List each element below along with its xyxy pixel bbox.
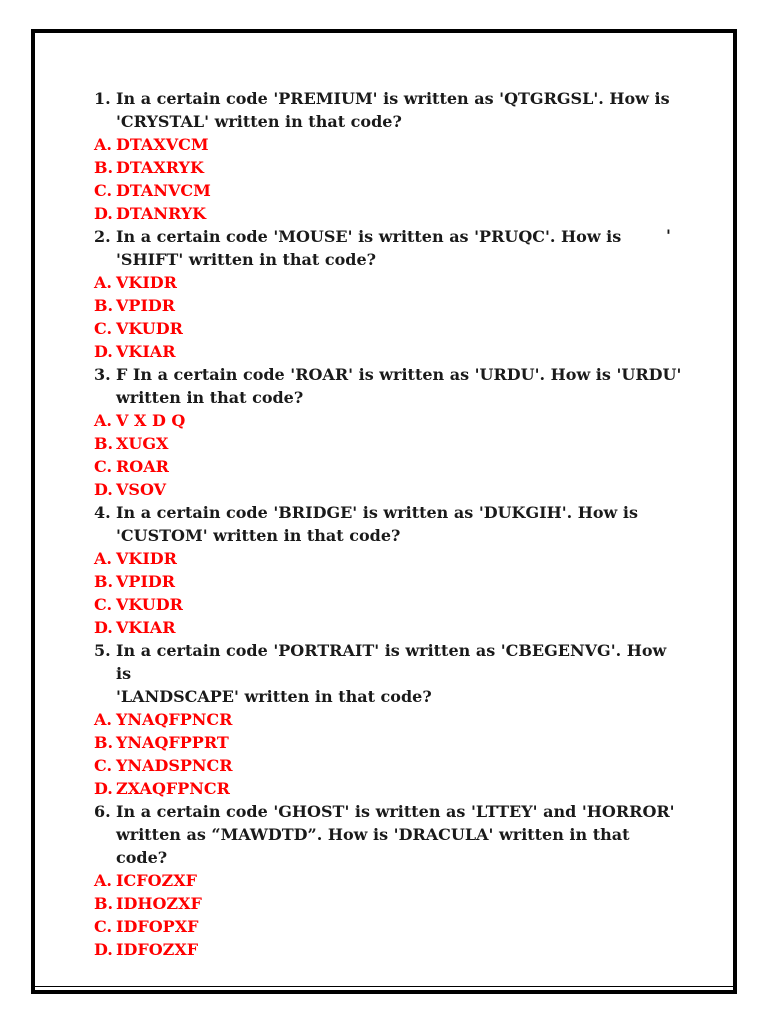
option-d — [86, 478, 686, 501]
option-value: IDHOZXF — [116, 894, 202, 913]
option-letter: B. — [94, 296, 114, 315]
option-value: DTAXRYK — [116, 158, 204, 177]
question-3 — [86, 363, 686, 409]
question-1 — [86, 87, 686, 133]
option-value: VPIDR — [116, 572, 176, 591]
question-6 — [86, 800, 686, 869]
option-letter: A. — [94, 710, 112, 729]
option-letter: A. — [94, 273, 112, 292]
question-text-line: In a certain code 'GHOST' is written as 'LTTEY' and 'HORROR' — [116, 802, 675, 821]
option-value: YNAQFPPRT — [116, 733, 229, 752]
option-letter: B. — [94, 733, 114, 752]
option-letter: B. — [94, 894, 114, 913]
option-value: YNADSPNCR — [116, 756, 233, 775]
question-number: 4. — [94, 503, 111, 522]
question-4 — [86, 501, 686, 547]
question-text-line: 'SHIFT' written in that code? — [116, 250, 377, 269]
option-letter: A. — [94, 135, 112, 154]
option-d — [86, 777, 686, 800]
option-c — [86, 455, 686, 478]
option-value: DTANVCM — [116, 181, 211, 200]
option-letter: D. — [94, 779, 113, 798]
option-value: VKIDR — [116, 273, 177, 292]
option-b — [86, 570, 686, 593]
question-text-line: In a certain code 'PREMIUM' is written as 'QTGRGSL'. How is — [116, 89, 670, 108]
option-value: DTANRYK — [116, 204, 207, 223]
question-text-line: 'LANDSCAPE' written in that code? — [116, 687, 432, 706]
option-value: DTAXVCM — [116, 135, 209, 154]
option-value: ZXAQFPNCR — [116, 779, 230, 798]
option-value: VSOV — [116, 480, 167, 499]
option-b — [86, 892, 686, 915]
option-letter: C. — [94, 181, 113, 200]
option-b — [86, 156, 686, 179]
option-a — [86, 133, 686, 156]
option-d — [86, 340, 686, 363]
option-letter: D. — [94, 480, 113, 499]
question-text-line: written as “MAWDTD”. How is 'DRACULA' written in that code? — [116, 825, 630, 867]
option-b — [86, 731, 686, 754]
option-c — [86, 317, 686, 340]
stray-apostrophe: ' — [666, 226, 671, 245]
option-value: VKUDR — [116, 595, 183, 614]
option-letter: B. — [94, 572, 114, 591]
question-number: 2. — [94, 227, 111, 246]
option-letter: B. — [94, 158, 114, 177]
option-letter: C. — [94, 319, 113, 338]
question-2 — [86, 225, 686, 271]
option-letter: A. — [94, 871, 112, 890]
option-b — [86, 294, 686, 317]
option-c — [86, 754, 686, 777]
option-d — [86, 202, 686, 225]
option-a — [86, 547, 686, 570]
option-a — [86, 708, 686, 731]
option-a — [86, 271, 686, 294]
option-c — [86, 179, 686, 202]
option-value: ROAR — [116, 457, 169, 476]
option-letter: C. — [94, 595, 113, 614]
question-list — [86, 87, 686, 961]
question-number: 6. — [94, 802, 111, 821]
question-number: 5. — [94, 641, 111, 660]
question-text-line: F In a certain code 'ROAR' is written as 'URDU'. How is 'URDU' — [116, 365, 682, 384]
option-value: VKIAR — [116, 342, 176, 361]
option-value: IDFOZXF — [116, 940, 199, 959]
option-letter: D. — [94, 618, 113, 637]
option-letter: B. — [94, 434, 114, 453]
question-text-line: In a certain code 'PORTRAIT' is written as 'CBEGENVG'. How is — [116, 641, 667, 683]
option-value: IDFOPXF — [116, 917, 199, 936]
option-value: XUGX — [116, 434, 169, 453]
option-letter: D. — [94, 342, 113, 361]
question-5 — [86, 639, 686, 708]
option-letter: D. — [94, 940, 113, 959]
option-value: VKIAR — [116, 618, 176, 637]
option-value: ICFOZXF — [116, 871, 197, 890]
question-text-line: In a certain code 'MOUSE' is written as 'PRUQC'. How is — [116, 227, 622, 246]
question-text-line: 'CRYSTAL' written in that code? — [116, 112, 402, 131]
option-value: YNAQFPNCR — [116, 710, 233, 729]
question-number: 1. — [94, 89, 111, 108]
option-letter: C. — [94, 756, 113, 775]
option-value: VKIDR — [116, 549, 177, 568]
option-d — [86, 938, 686, 961]
question-number: 3. — [94, 365, 111, 384]
option-a — [86, 409, 686, 432]
option-value: V X D Q — [116, 411, 186, 430]
option-b — [86, 432, 686, 455]
option-c — [86, 593, 686, 616]
option-d — [86, 616, 686, 639]
option-letter: D. — [94, 204, 113, 223]
option-value: VKUDR — [116, 319, 183, 338]
question-text-line: written in that code? — [116, 388, 304, 407]
option-letter: C. — [94, 917, 113, 936]
option-letter: A. — [94, 411, 112, 430]
option-value: VPIDR — [116, 296, 176, 315]
option-a — [86, 869, 686, 892]
option-letter: C. — [94, 457, 113, 476]
option-c — [86, 915, 686, 938]
question-text-line: In a certain code 'BRIDGE' is written as 'DUKGIH'. How is — [116, 503, 638, 522]
option-letter: A. — [94, 549, 112, 568]
question-text-line: 'CUSTOM' written in that code? — [116, 526, 401, 545]
